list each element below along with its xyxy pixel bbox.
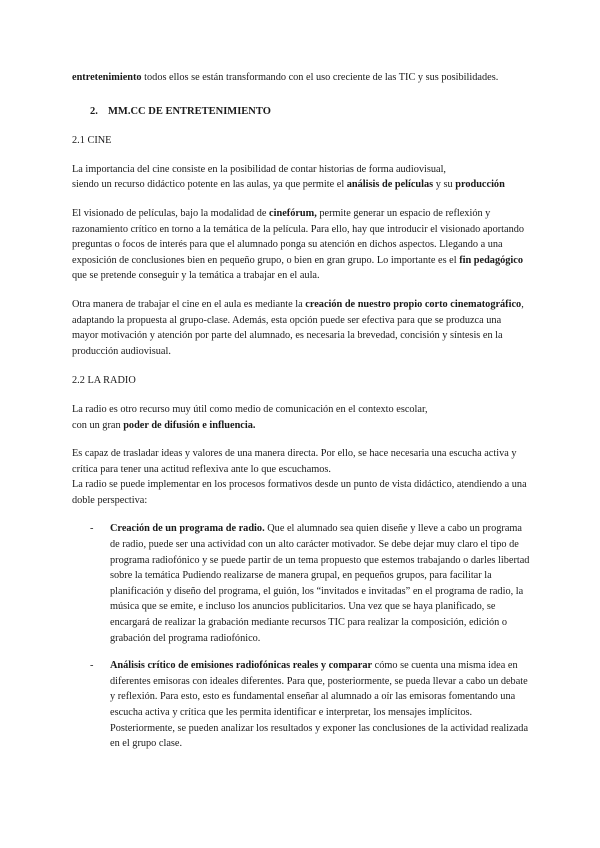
cine-p1-bold-produccion: producción xyxy=(455,179,505,191)
cine-paragraph-3 xyxy=(72,297,530,359)
cine-p2-bold-fin: fin pedagógico xyxy=(459,254,523,266)
intro-text: todos ellos se están transformando con el uso creciente de las TIC y sus posibilidades. xyxy=(141,72,499,83)
intro-bold-term: entretenimiento xyxy=(72,72,142,83)
radio-p1-text: con un gran xyxy=(72,419,124,431)
radio-paragraph-1 xyxy=(72,402,530,433)
intro-paragraph xyxy=(72,70,530,86)
section-number: 2. xyxy=(90,105,98,117)
list-dash: - xyxy=(90,523,94,535)
list-item-body: Que el alumnado sea quien diseñe y lleve a cabo un programa de radio, puede ser una actividad con un alto carácter motivador. Se debe dejar muy claro el tipo de programa radiofónico y se puede partir de un tema propuesto que estemos trabajando o darles libertad sobre la temática Pudiendo realizarse de manera grupal, en pequeños grupos, para facilitar la planificación y diseño del programa, el guión, los “invitados e invitadas” en el programa de radio, la música que se emite, e incluso los anuncios publicitarios. Una vez que se haya planificado, se encargará de realizar la grabación mediante recursos TIC para realizar la composición, edición o grabación del programa radiofónico. xyxy=(110,523,530,644)
cine-p3-bold-corto: creación de nuestro propio corto cinematográfico xyxy=(305,298,522,310)
list-item-text xyxy=(110,521,530,646)
radio-p1-line1: La radio es otro recurso muy útil como medio de comunicación en el contexto escolar, xyxy=(72,403,428,415)
radio-paragraph-2 xyxy=(72,446,530,508)
radio-p1-bold: poder de difusión e influencia. xyxy=(123,419,256,431)
radio-perspectives-list xyxy=(72,521,530,751)
section-heading xyxy=(72,104,530,120)
cine-p3-text-a: Otra manera de trabajar el cine en el aula es mediante la xyxy=(72,298,306,310)
cine-heading: 2.1 CINE xyxy=(72,135,112,147)
document-page xyxy=(72,70,530,752)
list-item-bold: Creación de un programa de radio. xyxy=(110,523,265,535)
cine-p1-bold-analisis: análisis de películas xyxy=(346,179,434,191)
list-item-bold: Análisis crítico de emisiones radiofónicas reales y comparar xyxy=(110,660,373,672)
cine-paragraph-1 xyxy=(72,162,530,193)
cine-p2-text-a: El visionado de películas, bajo la modalidad de xyxy=(72,207,270,219)
radio-heading: 2.2 LA RADIO xyxy=(72,375,136,387)
cine-p1-text: siendo un recurso didáctico potente en las aulas, ya que permite el xyxy=(72,179,347,191)
cine-p1-line1: La importancia del cine consiste en la posibilidad de contar historias de forma audiovisual, xyxy=(72,163,447,175)
list-item xyxy=(72,521,530,646)
list-item xyxy=(72,658,530,752)
section-title: MM.CC DE ENTRETENIMIENTO xyxy=(108,105,271,117)
list-item-body: cómo se cuenta una misma idea en diferentes emisoras con ideales diferentes. Para que, posteriormente, se pueda llevar a cabo un debate y reflexión. Para esto, esto es fundamental enseñar al alumnado a oír las emisoras fomentando una escucha activa y crítica que les permita identificar e interpretar, los mensajes implícitos. Posteriormente, se pueden analizar los resultados y exponer las conclusiones de la actividad realizada en el grupo clase. xyxy=(110,660,529,750)
list-dash: - xyxy=(90,660,94,672)
cine-p2-bold-cineforum: cinefórum, xyxy=(269,207,317,219)
cine-paragraph-2 xyxy=(72,206,530,284)
radio-p2-line2: La radio se puede implementar en los procesos formativos desde un punto de vista didáctico, atendiendo a una doble perspectiva: xyxy=(72,479,527,506)
cine-p3-text-c: , adaptando la propuesta al grupo-clase. Además, esta opción puede ser efectiva para que se produzca una mayor motivación y atención por parte del alumnado, es necesaria la brevedad, concisión y síntesis en la producción audiovisual. xyxy=(72,298,524,357)
radio-p2-line1: Es capaz de trasladar ideas y valores de una manera directa. Por ello, se hace necesaria una escucha activa y crítica para tener una actitud reflexiva ante lo que escuchamos. xyxy=(72,448,517,475)
list-item-text xyxy=(110,658,530,752)
cine-p1-text-2: y su xyxy=(433,179,456,191)
cine-p2-text-c: permite generar un espacio de reflexión y razonamiento crítico en torno a la temática de la película. Para ello, hay que introducir el visionado aportando preguntas o focos de interés para que el alumnado ponga su atención en dichos aspectos. Llegando a una exposición de conclusiones bien en pequeño grupo, o bien en gran grupo. Lo importante es el xyxy=(72,207,525,266)
cine-p2-text-e: que se pretende conseguir y la temática a trabajar en el aula. xyxy=(72,270,320,282)
